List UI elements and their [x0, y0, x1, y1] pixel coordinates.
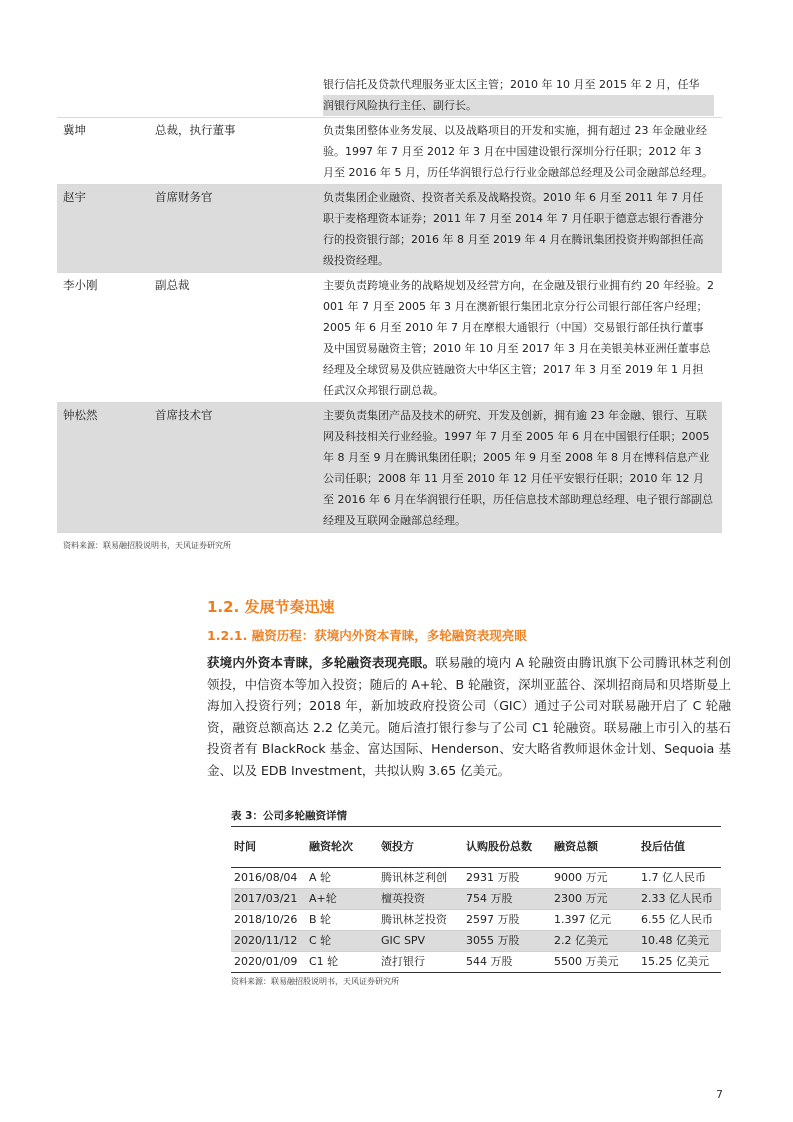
management-row: [57, 273, 722, 403]
table-cell: 10.48 亿美元: [638, 931, 721, 952]
table-cell: 6.55 亿人民币: [638, 910, 721, 931]
executive-description-line: 银行信托及贷款代理服务亚太区主管；2010 年 10 月至 2015 年 2 月，任华: [323, 78, 700, 91]
management-row: [57, 403, 722, 533]
table-cell: 渣打银行: [378, 952, 463, 973]
executive-name: 冀坤: [63, 123, 86, 137]
executive-description: [323, 74, 722, 117]
column-header: 融资总额: [551, 827, 638, 868]
table-cell: 2020/11/12: [231, 931, 306, 952]
table-cell: 2300 万元: [551, 889, 638, 910]
table-cell: B 轮: [306, 910, 378, 931]
executive-description-line: 润银行风险执行主任、副行长。: [323, 95, 714, 116]
table-row: [231, 868, 721, 889]
paragraph-lead: 获境内外资本青睐，多轮融资表现亮眼。: [207, 655, 436, 670]
table-cell: 3055 万股: [463, 931, 551, 952]
executive-title: 总裁，执行董事: [155, 123, 236, 137]
executive-title: 首席财务官: [155, 190, 213, 204]
table-cell: 1.397 亿元: [551, 910, 638, 931]
table-cell: 2931 万股: [463, 868, 551, 889]
table-cell: 檀英投资: [378, 889, 463, 910]
executive-description: 主要负责跨境业务的战略规划及经营方向，在金融及银行业拥有约 20 年经验。2001 年 7 月至 2005 年 3 月在澳新银行集团北京分行公司银行部任客户经理；2005 年 6 月至 2010 年 7 月在摩根大通银行（中国）交易银行部任执行董事及中国贸易融资主管；2010 年 10 月至 2017 年 3 月在美银美林亚洲任董事总经理及全球贸易及供应链融资大中华区主管；2017 年 3 月至 2019 年 1 月担任武汉众邦银行副总裁。: [323, 279, 714, 397]
table-cell: 544 万股: [463, 952, 551, 973]
executive-name: [57, 74, 155, 117]
table-cell: 15.25 亿美元: [638, 952, 721, 973]
table-cell: 9000 万元: [551, 868, 638, 889]
table-row: [231, 952, 721, 973]
table-cell: C 轮: [306, 931, 378, 952]
page-number: 7: [716, 1088, 723, 1101]
column-header: 时间: [231, 827, 306, 868]
table-cell: 1.7 亿人民币: [638, 868, 721, 889]
management-row: [57, 74, 722, 118]
table-cell: 2020/01/09: [231, 952, 306, 973]
table-cell: GIC SPV: [378, 931, 463, 952]
table-cell: 754 万股: [463, 889, 551, 910]
executive-description: 负责集团整体业务发展、以及战略项目的开发和实施，拥有超过 23 年金融业经验。1997 年 7 月至 2012 年 3 月在中国建设银行深圳分行任职；2012 年 3 月至 2016 年 5 月，历任华润银行总行行业金融部总经理及公司金融部总经理。: [323, 124, 713, 179]
table-cell: 腾讯林芝利创: [378, 868, 463, 889]
column-header: 领投方: [378, 827, 463, 868]
table-cell: A+轮: [306, 889, 378, 910]
management-row: [57, 118, 722, 185]
management-source-note: 资料来源：联易融招股说明书，天风证券研究所: [63, 541, 231, 550]
section-heading: 1.2. 发展节奏迅速: [207, 598, 335, 616]
table-cell: 腾讯林芝投资: [378, 910, 463, 931]
column-header: 融资轮次: [306, 827, 378, 868]
executive-name: 赵宇: [63, 190, 86, 204]
paragraph-text: 联易融的境内 A 轮融资由腾讯旗下公司腾讯林芝利创领投，中信资本等加入投资；随后的 A+轮、B 轮融资，深圳亚蓝谷、深圳招商局和贝塔斯曼上海加入投资行列；2018 年，新加坡政府投资公司（GIC）通过子公司对联易融开启了 C 轮融资，融资总额高达 2.2 亿美元。随后渣打银行参与了公司 C1 轮融资。联易融上市引入的基石投资者有 BlackRock 基金、富达国际、Henderson、安大略省教师退休金计划、Sequoia 基金、以及 EDB Investment，共拟认购 3.65 亿美元。: [207, 655, 731, 778]
executive-title: 副总裁: [155, 278, 190, 292]
body-paragraph: [207, 652, 731, 781]
table-header-row: [231, 827, 721, 868]
table-row: [231, 910, 721, 931]
column-header: 认购股份总数: [463, 827, 551, 868]
management-row: [57, 185, 722, 273]
subsection-heading: 1.2.1. 融资历程：获境内外资本青睐，多轮融资表现亮眼: [207, 628, 527, 643]
table-cell: 2018/10/26: [231, 910, 306, 931]
table-cell: 2597 万股: [463, 910, 551, 931]
column-header: 投后估值: [638, 827, 721, 868]
table-row: [231, 931, 721, 952]
executive-name: 钟松然: [63, 408, 98, 422]
table-cell: 2.33 亿人民币: [638, 889, 721, 910]
executive-description: 主要负责集团产品及技术的研究、开发及创新，拥有逾 23 年金融、银行、互联网及科技相关行业经验。1997 年 7 月至 2005 年 6 月在中国银行任职；2005 年 8 月至 9 月在腾讯集团任职；2005 年 9 月至 2008 年 8 月在博科信息产业公司任职；2008 年 11 月至 2010 年 12 月任平安银行任职；2010 年 12 月至 2016 年 6 月在华润银行任职，历任信息技术部助理总经理、电子银行部副总经理及互联网金融部总经理。: [323, 409, 713, 527]
table-caption: 表 3：公司多轮融资详情: [231, 810, 347, 822]
executive-title: 首席技术官: [155, 408, 213, 422]
executive-name: 李小刚: [63, 278, 98, 292]
table-cell: 5500 万美元: [551, 952, 638, 973]
table-cell: 2016/08/04: [231, 868, 306, 889]
table-cell: A 轮: [306, 868, 378, 889]
executive-description: 负责集团企业融资、投资者关系及战略投资。2010 年 6 月至 2011 年 7 月任职于麦格理资本证券；2011 年 7 月至 2014 年 7 月任职于德意志银行香港分行的投资银行部；2016 年 8 月至 2019 年 4 月在腾讯集团投资并购部担任高级投资经理。: [323, 191, 704, 267]
table-cell: C1 轮: [306, 952, 378, 973]
funding-table: [231, 826, 721, 973]
table-cell: 2017/03/21: [231, 889, 306, 910]
executive-title: [155, 74, 323, 117]
table-row: [231, 889, 721, 910]
management-table: [57, 74, 722, 533]
funding-source-note: 资料来源：联易融招股说明书，天风证券研究所: [231, 977, 399, 986]
table-cell: 2.2 亿美元: [551, 931, 638, 952]
